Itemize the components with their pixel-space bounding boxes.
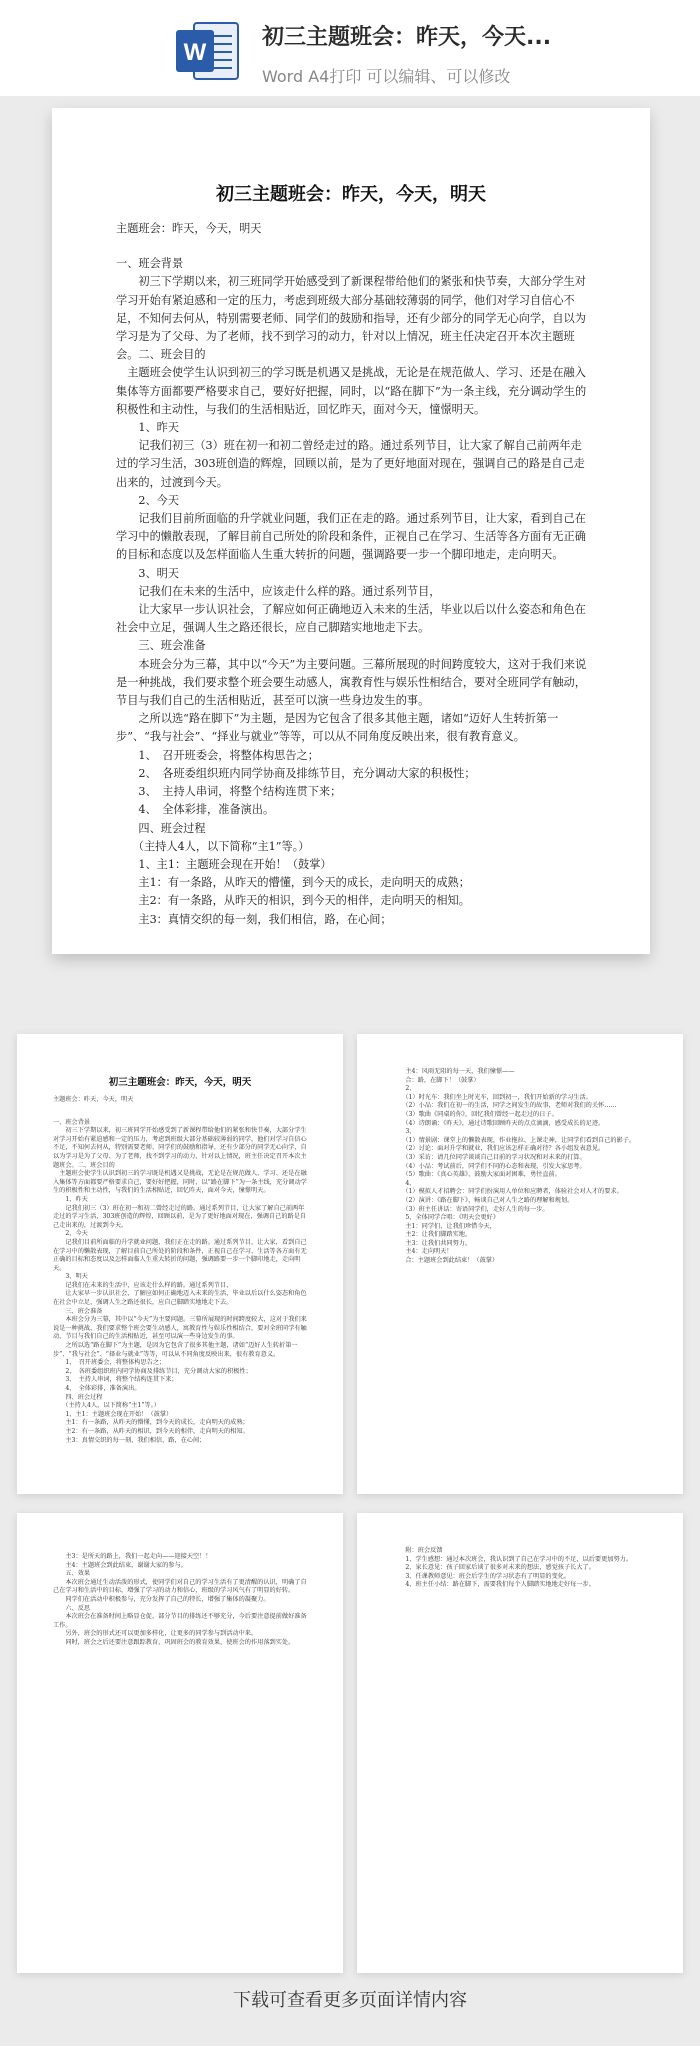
thumb-line: 之所以选“路在脚下”为主题，是因为它包含了很多其他主题，诸如“迈好人生转折第一步”、“我与社会”、“择业与就业”等等，可以从不同角度反映出来，很有教育意义。	[53, 1342, 298, 1358]
thumbnail-body	[393, 1547, 649, 1590]
thumb-line: 同学们在活动中积极参与，充分发挥了自己的特长，增强了集体的凝聚力。	[53, 1595, 270, 1603]
page-title: 初三主题班会：昨天，今天...	[262, 25, 552, 50]
page-thumbnail-2[interactable]	[357, 1034, 683, 1494]
thumb-line: 记我们目前所面临的升学就业问题，我们正在走的路。通过系列节目，让大家，看到自己在学习中的懒散表现，了解目前自己所处的阶段和条件，正视自己在学习、生活等各方面有无正确的目标和态度以及怎样面临人生重大转折的问题，强调路要一步一个脚印地走，走向明天。	[53, 1238, 307, 1272]
thumb-line: （2）演讲：《路在脚下》，畅谈自己对人生之路的理解和规划。	[393, 1196, 574, 1204]
thumb-line: （主持人4人，以下简称“主1”等。）	[53, 1402, 160, 1410]
thumb-line: （1）时光车：我们坐上时光车，回到初一，我们开始新的学习生活。	[393, 1093, 592, 1101]
doc-line: 让大家早一步认识社会，了解应如何正确地迈入未来的生活，毕业以后以什么姿态和角色在社会中立足，强调人生之路还很长，应自己脚踏实地地走下去。	[116, 603, 586, 635]
thumbnail-body	[53, 1096, 309, 1445]
thumb-line: 记我们在未来的生活中，应该走什么样的路。通过系列节目，	[53, 1281, 233, 1289]
thumb-line: 一、班会背景	[53, 1118, 91, 1126]
thumb-line: （2）小品：我们在初一的生活，同学之间发生的故事，老师对我们的关怀……	[393, 1102, 617, 1110]
thumb-line: （4）诗朗诵：《昨天》，通过诗歌回顾昨天的点点滴滴，感受成长的足迹。	[393, 1119, 605, 1127]
thumb-line: 4、班主任小结：路在脚下，需要我们每个人脚踏实地地走好每一步。	[393, 1581, 595, 1589]
thumb-line: 2、家长意见：孩子回家后谈了很多对未来的想法，感觉孩子长大了。	[393, 1564, 595, 1572]
doc-line: 主2：有一条路，从昨天的相识，到今天的相伴，走向明天的相知。	[116, 894, 470, 908]
thumb-line: 4、 全体彩排，准备演出。	[53, 1385, 141, 1392]
header	[0, 0, 700, 96]
doc-line: 2、今天	[116, 493, 180, 507]
thumb-line: （1）模拟人才招聘会：同学们扮演用人单位和应聘者，体验社会对人才的要求。	[393, 1188, 623, 1196]
thumb-line: 六、反思	[53, 1604, 91, 1612]
thumb-line: 主2：有一条路，从昨天的相识，到今天的相伴，走向明天的相知。	[53, 1427, 249, 1435]
thumb-line: 主1：有一条路，从昨天的懵懂，到今天的成长，走向明天的成熟；	[53, 1419, 249, 1427]
word-icon-letter: W	[183, 39, 207, 66]
thumb-line: 主3：真情交织的每一刻，我们相信，路，在心间；	[53, 1436, 206, 1444]
doc-line: 之所以选“路在脚下”为主题，是因为它包含了很多其他主题，诸如“迈好人生转折第一步”、“我与社会”、“择业与就业”等等，可以从不同角度反映出来，很有教育意义。	[116, 712, 559, 744]
thumb-line: 主1：同学们，让我们珍惜今天，	[393, 1222, 496, 1230]
doc-line: 主题班会使学生认识到初三的学习既是机遇又是挑战，无论是在规范做人、学习、还是在融入集体等方面都要严格要求自己，要好好把握，同时，以“路在脚下”为一条主线，充分调动学生的积极性和主动性，与我们的生活相贴近，回忆昨天，面对今天，憧憬明天。	[116, 366, 587, 416]
thumb-line: 3、	[393, 1128, 416, 1136]
doc-line: 记我们在未来的生活中，应该走什么样的路。通过系列节目，	[116, 584, 441, 598]
thumb-line: 4、	[393, 1179, 416, 1187]
thumb-line: 本次班会在准备时间上略显仓促，部分节目的排练还不够充分，今后要注意提前做好准备工作。	[53, 1613, 307, 1629]
document-title: 初三主题班会：昨天，今天，明天	[216, 184, 486, 205]
thumb-line: 合：路，在脚下！（鼓掌）	[393, 1076, 480, 1084]
document-body	[116, 220, 592, 929]
thumb-line: 附：班会反馈	[393, 1547, 443, 1554]
doc-line: 2、 各班委组织班内同学协商及排练节目，充分调动大家的积极性；	[116, 766, 476, 780]
thumb-line: 5、全体同学合唱：《明天会更好》	[393, 1214, 500, 1222]
doc-line: 1、昨天	[116, 421, 180, 435]
thumb-line: 记我们初三（3）班在初一和初二曾经走过的路。通过系列节目，让大家了解自己前两年走过的学习生活，303班创造的辉煌，回顾以前，是为了更好地面对现在，强调自己的路是自己走出来的，过渡到今天。	[53, 1204, 307, 1229]
thumb-line: 主4：主题班会到此结束，谢谢大家的参与。	[53, 1561, 187, 1569]
thumb-line: （1）情景剧：课堂上的懒散表现，作业拖拉、上课走神，让同学们看到自己的影子。	[393, 1136, 636, 1144]
thumbnail-body	[53, 1553, 309, 1648]
doc-line: 主3：真情交织的每一刻，我们相信，路，在心间；	[116, 912, 392, 926]
thumb-line: 同时，班会之后还要注意跟踪教育，巩固班会的教育效果，使班会的作用落到实处。	[53, 1638, 295, 1646]
thumb-line: 主3：让我们共同努力，	[393, 1239, 472, 1247]
thumb-line: 主4：风雨无阻的每一天，我们憧憬——	[393, 1068, 515, 1075]
page-thumbnail-3[interactable]	[17, 1513, 343, 1973]
thumb-line: （3）采访：请几位同学谈谈自己目前的学习状况和对未来的打算。	[393, 1153, 586, 1161]
doc-line: 1、 召开班委会，将整体构思告之；	[116, 748, 319, 762]
doc-line: 主题班会：昨天，今天，明天	[116, 222, 262, 235]
doc-line: 4、 全体彩排，准备演出。	[116, 803, 275, 817]
thumb-line: （2）讨论：面对升学和就业，我们应该怎样正确对待？各小组发表意见。	[393, 1145, 605, 1153]
thumb-line: 主2：让我们脚踏实地，	[393, 1231, 472, 1239]
thumb-line: 3、明天	[53, 1273, 88, 1281]
thumb-line: 主3：是所天的路上，我们一起走向——迎接天空！！	[53, 1553, 212, 1560]
page-thumbnail-4[interactable]	[357, 1513, 683, 1973]
doc-line: （主持人4人，以下简称“主1”等。）	[116, 839, 310, 853]
thumb-line: 合：主题班会到此结束！（鼓掌）	[393, 1257, 499, 1265]
thumb-line: 另外，班会的形式还可以更加多样化，让更多的同学参与到活动中来。	[53, 1630, 258, 1638]
thumb-line: 3、 主持人串词，将整个结构连贯下来；	[53, 1376, 178, 1384]
doc-line: 1、主1：主题班会现在开始！（鼓掌）	[116, 857, 332, 871]
doc-line: 记我们初三（3）班在初一和初二曾经走过的路。通过系列节目，让大家了解自己前两年走过的学习生活，303班创造的辉煌，回顾以前，是为了更好地面对现在，强调自己的路是自己走出来的，过渡到今天。	[116, 439, 585, 489]
thumbnail-body	[393, 1068, 649, 1266]
doc-line: 四、班会过程	[116, 821, 206, 835]
doc-line: 三、班会准备	[116, 639, 206, 653]
thumb-line: 1、学生感想：通过本次班会，我认识到了自己在学习中的不足，以后要更加努力。	[393, 1555, 633, 1563]
thumb-line: 2、	[393, 1085, 416, 1093]
thumbnail-title: 初三主题班会：昨天，今天，明天	[108, 1077, 252, 1088]
doc-line: 主1：有一条路，从昨天的懵懂，到今天的成长，走向明天的成熟；	[116, 876, 470, 890]
page-thumbnail-1[interactable]	[17, 1034, 343, 1494]
doc-line: 一、班会背景	[116, 257, 184, 271]
thumb-line: 主题班会：昨天，今天，明天	[53, 1096, 134, 1103]
doc-line: 3、 主持人串词，将整个结构连贯下来；	[116, 785, 342, 799]
thumb-line: 1、昨天	[53, 1195, 88, 1203]
thumb-line: （4）小品：考试前后，同学们不同的心态和表现，引发大家思考。	[393, 1162, 586, 1170]
thumb-line: 2、今天	[53, 1230, 88, 1238]
doc-line: 本班会分为三幕，其中以“今天”为主要问题。三幕所展现的时间跨度较大，这对于我们来说是一种挑战，我们要求整个班会要生动感人，寓教育性与娱乐性相结合，要对全班同学有触动，节目与我们自己的生活相贴近，甚至可以演一些身边发生的事。	[116, 657, 587, 708]
thumb-line: 3、任课教师意见：班会后学生的学习状态有了明显的变化。	[393, 1572, 571, 1580]
thumb-line: 初三下学期以来，初三班同学开始感受到了新课程带给他们的紧张和快节奏，大部分学生对学习开始有紧迫感和一定的压力，考虑到班级大部分基础较薄弱的同学，他们对学习自信心不足，不知何去何从，特别需要老师、同学们的鼓励和指导，还有少部分的同学无心向学，自以为学习是为了父母、为了老师，找不到学习的动力，针对以上情况，班主任决定召开本次主题班会。二、班会目的	[53, 1127, 307, 1169]
thumb-line: 五、效果	[53, 1570, 91, 1578]
thumb-line: 四、班会过程	[53, 1393, 103, 1401]
page-subtitle: Word A4打印 可以编辑、可以修改	[262, 67, 511, 86]
doc-line: 初三下学期以来，初三班同学开始感受到了新课程带给他们的紧张和快节奏，大部分学生对学习开始有紧迫感和一定的压力，考虑到班级大部分基础较薄弱的同学，他们对学习自信心不足，不知何去何从，特别需要老师、同学们的鼓励和指导，还有少部分的同学无心向学，自以为学习是为了父母、为了老师，找不到学习的动力，针对以上情况，班主任决定召开本次主题班会。二、班会目的	[116, 275, 586, 362]
thumb-line: （5）歌曲：《真心英雄》，鼓励大家面对困难，勇往直前。	[393, 1171, 561, 1179]
document-preview-page	[52, 108, 650, 954]
download-more-link[interactable]: 下载可查看更多页面详情内容	[233, 1990, 467, 2011]
thumb-line: 本班会分为三幕，其中以“今天”为主要问题。三幕所展现的时间跨度较大，这对于我们来说是一种挑战，我们要求整个班会要生动感人，寓教育性与娱乐性相结合，要对全班同学有触动，节目与我们自己的生活相贴近，甚至可以演一些身边发生的事。	[53, 1316, 307, 1341]
thumb-line: 1、 召开班委会，将整体构思告之；	[53, 1359, 166, 1367]
doc-line: 3、明天	[116, 566, 180, 580]
thumb-line: 让大家早一步认识社会，了解应如何正确地迈入未来的生活，毕业以后以什么姿态和角色在社会中立足，强调人生之路还很长，应自己脚踏实地地走下去。	[53, 1290, 307, 1307]
thumb-line: 本次班会通过生动活泼的形式，使同学们对自己的学习生活有了更清醒的认识，明确了自己在学习和生活中的目标，增强了学习的动力和信心，班级的学习风气有了明显的好转。	[53, 1578, 307, 1595]
thumb-line: （3）歌曲《同桌的你》，回忆我们曾经一起走过的日子。	[393, 1110, 558, 1118]
doc-line: 记我们目前所面临的升学就业问题，我们正在走的路。通过系列节目，让大家，看到自己在学习中的懒散表现，了解目前自己所处的阶段和条件，正视自己在学习、生活等各方面有无正确的目标和态度以及怎样面临人生重大转折的问题，强调路要一步一个脚印地走，走向明天。	[116, 512, 586, 562]
thumb-line: 主题班会使学生认识到初三的学习既是机遇又是挑战，无论是在规范做人、学习、还是在融入集体等方面都要严格要求自己，要好好把握，同时，以“路在脚下”为一条主线，充分调动学生的积极性和主动性，与我们的生活相贴近，回忆昨天，面对今天，憧憬明天。	[53, 1170, 307, 1195]
thumb-line: 2、 各班委组织班内同学协商及排练节目，充分调动大家的积极性；	[53, 1367, 252, 1375]
thumb-line: 1、主1：主题班会现在开始！（鼓掌）	[53, 1410, 173, 1418]
thumb-line: 三、班会准备	[53, 1307, 103, 1315]
thumb-line: 主4：走向明天！	[393, 1248, 453, 1256]
word-document-icon	[174, 20, 240, 82]
thumb-line: （3）班主任讲话：寄语同学们，走好人生的每一步。	[393, 1205, 549, 1213]
